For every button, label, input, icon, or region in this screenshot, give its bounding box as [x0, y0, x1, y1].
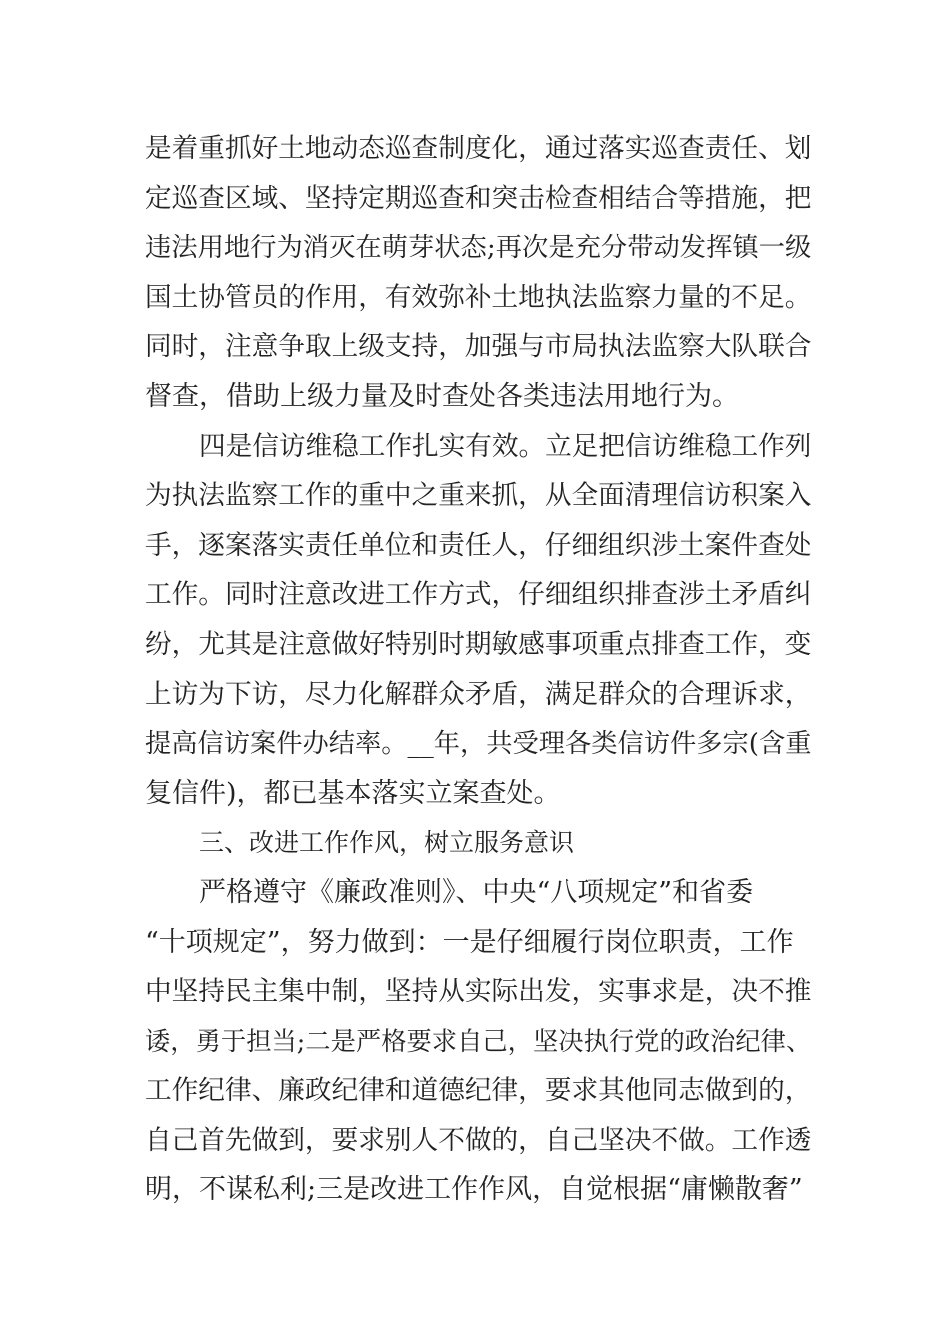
text-line: 定巡查区域、坚持定期巡查和突击检查相结合等措施，把 [145, 182, 812, 214]
text-line: 明，不谋私利;三是改进工作作风，自觉根据“庸懒散奢” [145, 1174, 803, 1206]
text-line: 纷，尤其是注意做好特别时期敏感事项重点排查工作，变 [145, 628, 812, 660]
text-line: 工作。同时注意改进工作方式，仔细组织排查涉土矛盾纠 [145, 579, 812, 611]
text-line: 国土协管员的作用，有效弥补土地执法监察力量的不足。 [145, 281, 812, 313]
section-heading: 三、改进工作作风，树立服务意识 [199, 828, 575, 858]
text-line: 同时，注意争取上级支持，加强与市局执法监察大队联合 [145, 331, 812, 363]
text-line: “十项规定”，努力做到：一是仔细履行岗位职责，工作 [145, 926, 794, 958]
text-line: 自己首先做到，要求别人不做的，自己坚决不做。工作透 [145, 1124, 812, 1156]
document-body [145, 124, 815, 1215]
text-line: 工作纪律、廉政纪律和道德纪律，要求其他同志做到的， [145, 1075, 812, 1107]
text-line: 为执法监察工作的重中之重来抓，从全面清理信访积案入 [145, 480, 812, 512]
text-line: 诿，勇于担当;二是严格要求自己，坚决执行党的政治纪律、 [145, 1026, 812, 1056]
text-line: 上访为下访，尽力化解群众矛盾，满足群众的合理诉求， [145, 678, 812, 710]
text-line: 复信件)，都已基本落实立案查处。 [145, 777, 561, 809]
text-line: 督查，借助上级力量及时查处各类违法用地行为。 [145, 380, 739, 412]
text-line: 是着重抓好土地动态巡查制度化，通过落实巡查责任、划 [145, 133, 812, 164]
paragraph-start-line: 四是信访维稳工作扎实有效。立足把信访维稳工作列 [199, 430, 812, 462]
paragraph-start-line: 严格遵守《廉政准则》、中央“八项规定”和省委 [199, 876, 754, 908]
text-line: 手，逐案落实责任单位和责任人，仔细组织涉土案件查处 [145, 529, 812, 561]
text-line: 提高信访案件办结率。__年，共受理各类信访件多宗(含重 [145, 729, 812, 760]
text-line: 违法用地行为消灭在萌芽状态;再次是充分带动发挥镇一级 [145, 233, 812, 264]
text-line: 中坚持民主集中制，坚持从实际出发，实事求是，决不推 [145, 976, 812, 1008]
